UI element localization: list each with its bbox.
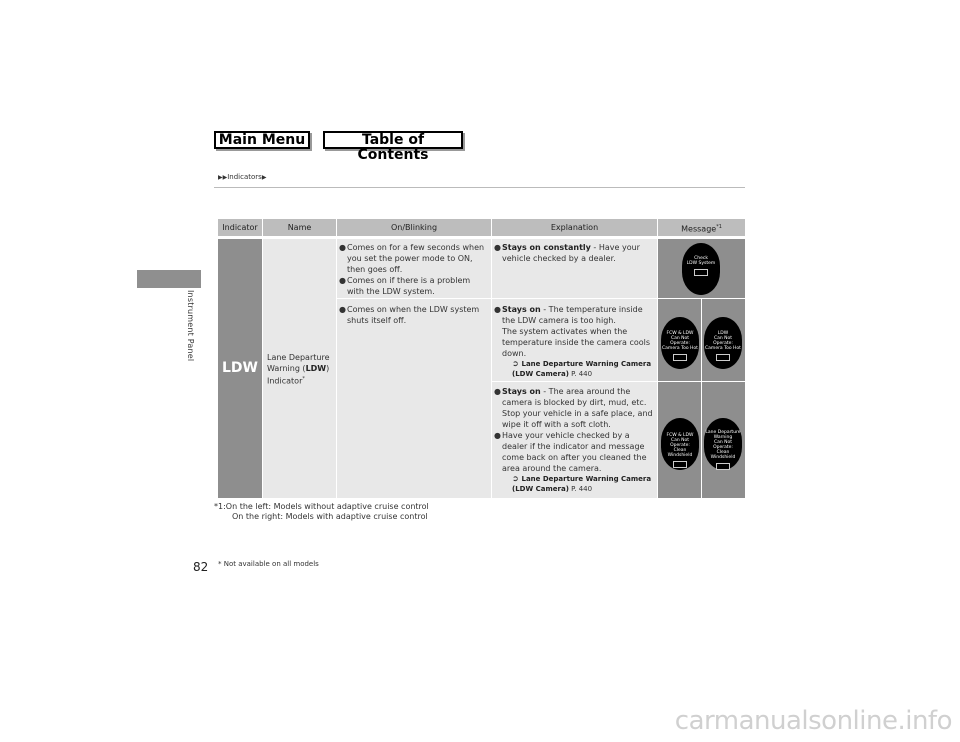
exp1-bold: Stays on constantly — [502, 243, 591, 252]
header-divider — [214, 187, 745, 188]
side-section-label: Instrument Panel — [186, 290, 195, 362]
header-message-label: Message — [681, 224, 717, 234]
exp2-line-2: The system activates when the temperature inside the camera cools down. — [502, 327, 651, 358]
display-icon — [673, 354, 687, 361]
name-asterisk: * — [302, 376, 305, 382]
reference-arrow-icon: ➲ — [512, 474, 522, 483]
table-footnote — [214, 502, 429, 522]
msg2a-line-2: Can Not Operate: — [670, 336, 690, 346]
header-name: Name — [263, 219, 336, 236]
header-message-ref: *1 — [716, 224, 722, 230]
msg3a-line-1: FCW & LDW — [666, 433, 694, 438]
availability-note: * Not available on all models — [218, 560, 319, 568]
message-display-fcw-ldw-hot — [661, 317, 699, 369]
header-on-blinking: On/Blinking — [337, 219, 491, 236]
exp2-rest: - The temperature inside the LDW camera is too high. — [502, 305, 643, 325]
exp3-bold: Stays on — [502, 387, 541, 396]
message-display-ldw-hot — [704, 317, 742, 369]
name-line-2-pre: Warning ( — [267, 364, 306, 373]
footnote-line-1: *1:On the left: Models without adaptive cruise control — [214, 502, 429, 511]
msg3b-line-2: Warning — [713, 435, 733, 440]
on1-bullet-2: Comes on if there is a problem with the LDW system. — [347, 276, 471, 296]
msg3a-line-2: Can Not Operate: — [670, 438, 690, 448]
message-display-ldw-clean — [704, 418, 742, 470]
msg3b-line-4: Clean Windshield — [710, 450, 736, 460]
exp2-bold: Stays on — [502, 305, 541, 314]
explanation-3 — [494, 386, 655, 494]
message-cell-1 — [658, 239, 745, 298]
msg1-line-2: LDW System — [686, 261, 716, 266]
footnote-line-2: On the right: Models with adaptive cruise control — [232, 512, 428, 521]
exp2-ref-title: Lane Departure Warning Camera (LDW Camera) — [512, 360, 652, 378]
exp2-ref-page: P. 440 — [568, 370, 593, 378]
msg2b-line-1: LDW — [717, 331, 729, 336]
on2-bullet-1: Comes on when the LDW system shuts itself off. — [347, 305, 480, 325]
display-icon — [673, 461, 687, 468]
header-indicator: Indicator — [218, 219, 262, 236]
msg2a-line-3: Camera Too Hot — [662, 346, 698, 351]
msg3a-line-3: Clean Windshield — [667, 448, 693, 458]
breadcrumb — [218, 173, 266, 181]
list-item: ● Comes on when the LDW system shuts itself off. — [339, 305, 480, 325]
exp3-reference-link[interactable] — [494, 474, 655, 494]
name-line-2-post: ) — [326, 364, 330, 373]
name-line-2-bold: LDW — [305, 364, 327, 373]
message-cell-3 — [658, 382, 745, 498]
main-menu-button[interactable]: Main Menu — [214, 131, 310, 149]
reference-arrow-icon: ➲ — [512, 359, 522, 368]
message-divider — [701, 382, 702, 498]
message-display-fcw-ldw-clean — [661, 418, 699, 470]
exp3-ref-page: P. 440 — [568, 485, 593, 493]
breadcrumb-arrow-icon: ▶▶ — [218, 174, 228, 181]
message-display-check-ldw — [682, 243, 720, 295]
on-blinking-2 — [339, 304, 489, 326]
message-cell-2 — [658, 299, 745, 381]
page-number: 82 — [193, 560, 209, 574]
msg2b-line-2: Can Not Operate: — [713, 336, 733, 346]
msg2a-line-1: FCW & LDW — [666, 331, 694, 336]
name-line-3 — [267, 374, 337, 387]
list-item: ● Stays on constantly - Have your vehicle checked by a dealer. — [494, 243, 640, 263]
on1-bullet-1: Comes on for a few seconds when you set the power mode to ON, then goes off. — [347, 243, 485, 274]
msg2b-line-3: Camera Too Hot — [705, 346, 741, 351]
explanation-1 — [494, 242, 655, 264]
ldw-indicator-icon — [218, 239, 262, 498]
list-item: ● Comes on if there is a problem with the LDW system. — [339, 276, 471, 296]
watermark: carmanualsonline.info — [674, 706, 952, 736]
name-line-1: Lane Departure — [267, 353, 330, 362]
header-explanation: Explanation — [492, 219, 657, 236]
list-item: ● Stays on - The area around the camera is blocked by dirt, mud, etc. Stop your vehicle in a safe place, and wipe it off with a soft cloth. — [494, 387, 653, 429]
table-of-contents-button[interactable]: Table of Contents — [323, 131, 463, 149]
exp3-bullet-2: Have your vehicle checked by a dealer if the indicator and message come back on after you cleaned the area around the camera. — [502, 431, 647, 473]
on-blinking-cell-2 — [337, 299, 491, 498]
display-icon — [716, 463, 730, 470]
on-blinking-1 — [339, 242, 489, 297]
msg1-line-1: Check — [694, 256, 708, 261]
header-message — [658, 219, 745, 236]
display-icon — [694, 269, 708, 276]
exp2-reference-link[interactable] — [494, 359, 655, 379]
explanation-2 — [494, 304, 655, 379]
section-tab — [137, 270, 201, 288]
display-icon — [716, 354, 730, 361]
name-line-2 — [267, 363, 337, 374]
list-item: ● Comes on for a few seconds when you set the power mode to ON, then goes off. — [339, 243, 485, 274]
msg3b-line-1: Lane Departure — [705, 430, 741, 435]
breadcrumb-arrow-icon: ▶ — [261, 174, 267, 181]
list-item: ● Stays on - The temperature inside the LDW camera is too high. — [494, 305, 643, 325]
exp3-ref-title: Lane Departure Warning Camera (LDW Camera) — [512, 475, 652, 493]
msg3b-line-3: Can Not Operate: — [713, 440, 733, 450]
indicator-name — [267, 352, 337, 387]
name-line-3-text: Indicator — [267, 376, 303, 386]
breadcrumb-section[interactable]: Indicators — [227, 173, 262, 181]
ldw-indicator-symbol: LDW — [222, 360, 258, 376]
exp3-rest: - The area around the camera is blocked by dirt, mud, etc. Stop your vehicle in a safe place, and wipe it off with a soft cloth. — [502, 387, 653, 429]
message-divider — [701, 299, 702, 381]
list-item: ● Have your vehicle checked by a dealer if the indicator and message come back on after you cleaned the area around the camera. — [494, 431, 647, 473]
exp1-rest: - Have your vehicle checked by a dealer. — [502, 243, 640, 263]
